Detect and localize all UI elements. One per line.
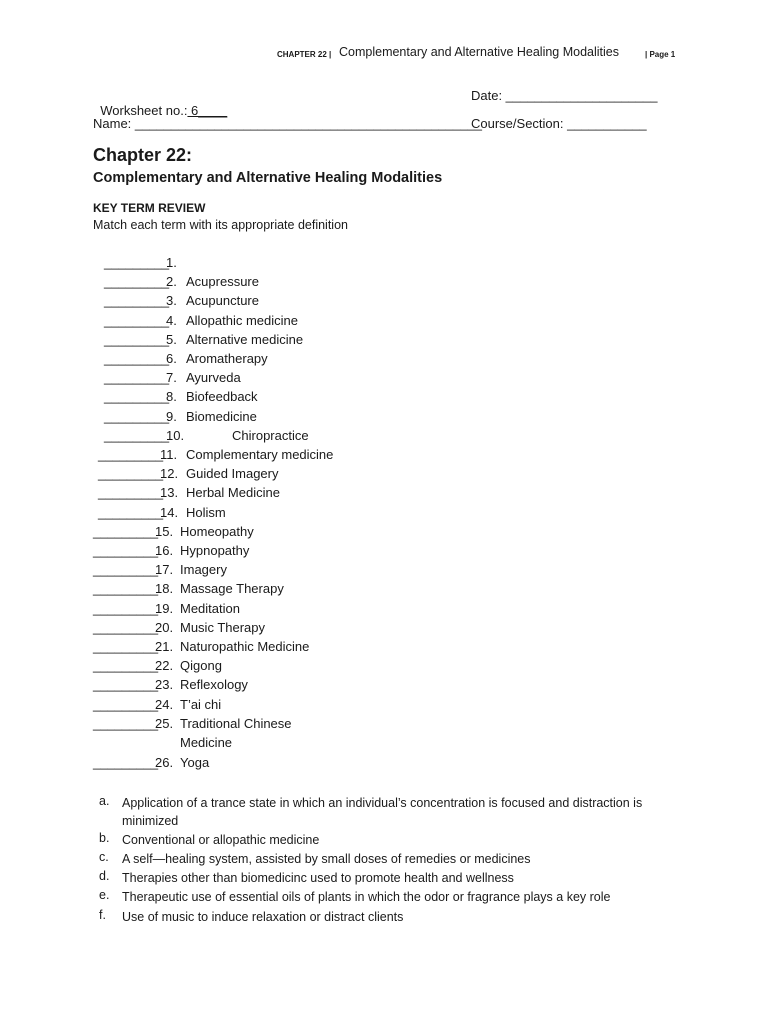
item-number: 16.	[155, 543, 174, 558]
list-item	[0, 466, 700, 484]
answer-blank[interactable]: _________	[93, 581, 159, 597]
item-term: Homeopathy	[180, 523, 254, 539]
answer-blank[interactable]: _________	[93, 696, 159, 712]
answer-blank[interactable]: _________	[93, 523, 159, 539]
item-term: Aromatherapy	[186, 351, 268, 366]
list-item	[0, 658, 700, 676]
worksheet-value[interactable]: 6____	[187, 103, 228, 118]
list-item	[0, 332, 700, 350]
answer-blank[interactable]: _________	[93, 600, 159, 616]
list-item	[0, 351, 700, 369]
item-term-continued: Medicine	[180, 734, 233, 750]
item-term: Yoga	[180, 755, 210, 770]
item-term: Traditional Chinese	[180, 715, 292, 731]
definition-text: Application of a trance state in which an individual’s concentration is focused and distraction is minimized	[122, 796, 643, 828]
worksheet-field	[93, 88, 227, 118]
definition-text: Therapies other than biomedicinc used to promote health and wellness	[122, 871, 514, 885]
item-term: Hypnopathy	[180, 543, 250, 558]
answer-blank[interactable]: _________	[104, 370, 170, 386]
list-item	[0, 562, 700, 580]
answer-blank[interactable]: _________	[98, 485, 164, 501]
definition-item	[93, 794, 693, 830]
item-number: 23.	[155, 677, 174, 693]
answer-blank[interactable]: _________	[104, 331, 170, 347]
answer-blank[interactable]: _________	[104, 427, 170, 443]
instructions: Match each term with its appropriate definition	[93, 218, 348, 232]
definition-item	[93, 888, 693, 906]
definition-letter: f.	[99, 908, 106, 922]
item-number: 3.	[166, 293, 177, 309]
item-term: Acupressure	[186, 274, 259, 290]
header-title: Complementary and Alternative Healing Modalities	[339, 45, 620, 59]
definition-letter: b.	[99, 831, 110, 845]
item-number: 9.	[166, 408, 177, 424]
item-number: 10.	[166, 427, 185, 443]
item-number: 4.	[166, 312, 177, 328]
item-number: 14.	[160, 504, 179, 520]
item-term: Holism	[186, 504, 226, 520]
answer-blank[interactable]: _________	[104, 255, 170, 270]
definition-letter: d.	[99, 869, 110, 883]
item-term: T’ai chi	[180, 696, 222, 712]
item-term: Music Therapy	[180, 619, 266, 635]
answer-blank[interactable]: _________	[93, 658, 159, 674]
item-number: 12.	[160, 466, 179, 482]
answer-blank[interactable]: _________	[104, 274, 170, 290]
item-number: 25.	[155, 715, 174, 731]
list-item	[0, 409, 700, 427]
list-item	[0, 620, 700, 638]
list-item	[0, 255, 700, 273]
chapter-subtitle: Complementary and Alternative Healing Modalities	[93, 170, 443, 186]
item-number: 2.	[166, 274, 177, 290]
answer-blank[interactable]: _________	[98, 466, 164, 482]
header-page-label: | Page 1	[645, 50, 676, 59]
header-chapter-label: CHAPTER 22 |	[277, 50, 332, 59]
item-term: Reflexology	[180, 677, 248, 693]
date-field[interactable]: Date: _____________________	[471, 88, 658, 103]
item-number: 17.	[155, 562, 174, 578]
answer-blank[interactable]: _________	[104, 293, 170, 309]
answer-blank[interactable]: _________	[104, 351, 170, 366]
item-number: 11.	[160, 447, 178, 462]
definition-text: Conventional or allopathic medicine	[122, 833, 320, 847]
list-item	[0, 428, 700, 446]
list-item	[0, 274, 700, 292]
list-item	[0, 389, 700, 407]
answer-blank[interactable]: _________	[93, 619, 159, 635]
item-term: Chiropractice	[232, 427, 309, 443]
item-number: 21.	[155, 639, 174, 654]
definition-item	[93, 831, 693, 849]
list-item	[0, 755, 700, 773]
answer-blank[interactable]: _________	[104, 389, 170, 405]
list-item	[0, 715, 700, 750]
answer-blank[interactable]: _________	[93, 543, 159, 558]
item-number: 13.	[160, 485, 179, 501]
item-number: 8.	[166, 389, 177, 405]
item-number: 20.	[155, 619, 174, 635]
item-term: Massage Therapy	[180, 581, 284, 597]
list-item	[0, 639, 700, 657]
definition-item	[93, 869, 693, 887]
list-item	[0, 505, 700, 523]
list-item	[0, 697, 700, 715]
item-number: 1.	[166, 255, 177, 270]
definition-letter: e.	[99, 888, 110, 902]
item-term: Biofeedback	[186, 389, 258, 405]
list-item	[0, 447, 700, 465]
item-term: Guided Imagery	[186, 466, 279, 482]
item-term: Allopathic medicine	[186, 312, 299, 328]
list-item	[0, 313, 700, 331]
item-number: 18.	[155, 581, 174, 597]
definition-item	[93, 908, 693, 926]
answer-blank[interactable]: _________	[93, 677, 159, 693]
item-term: Alternative medicine	[186, 331, 304, 347]
item-number: 7.	[166, 370, 177, 386]
item-term: Imagery	[180, 562, 227, 578]
item-number: 5.	[166, 331, 177, 347]
answer-blank[interactable]: _________	[104, 408, 170, 424]
item-term: Acupuncture	[186, 293, 259, 309]
item-term: Complementary medicine	[186, 447, 334, 462]
item-term: Qigong	[180, 658, 222, 674]
list-item	[0, 581, 700, 599]
worksheet-label: Worksheet no.:	[100, 103, 188, 118]
item-term: Naturopathic Medicine	[180, 639, 310, 654]
answer-blank[interactable]: _________	[93, 715, 159, 731]
list-item	[0, 485, 700, 503]
list-item	[0, 543, 700, 561]
list-item	[0, 524, 700, 542]
item-term: Herbal Medicine	[186, 485, 280, 501]
answer-blank[interactable]: _________	[98, 447, 164, 462]
definition-letter: c.	[99, 850, 109, 864]
name-field[interactable]: Name: ________________________________________________	[93, 116, 482, 131]
list-item	[0, 601, 700, 619]
list-item	[0, 677, 700, 695]
item-number: 6.	[166, 351, 177, 366]
answer-blank[interactable]: _________	[93, 562, 159, 578]
definition-text: A self—healing system, assisted by small doses of remedies or medicines	[122, 852, 531, 866]
item-term: Meditation	[180, 600, 240, 616]
answer-blank[interactable]: _________	[98, 504, 164, 520]
item-number: 19.	[155, 600, 174, 616]
answer-blank[interactable]: _________	[104, 312, 170, 328]
item-number: 22.	[155, 658, 174, 674]
definition-letter: a.	[99, 794, 110, 808]
list-item	[0, 370, 700, 388]
chapter-heading: Chapter 22:	[93, 145, 193, 165]
section-title: KEY TERM REVIEW	[93, 201, 206, 215]
course-section-field[interactable]: Course/Section: ___________	[471, 116, 647, 131]
item-term: Ayurveda	[186, 370, 241, 386]
definition-text: Therapeutic use of essential oils of plants in which the odor or fragrance plays a key role	[122, 890, 611, 904]
item-number: 15.	[155, 523, 174, 539]
definition-text: Use of music to induce relaxation or distract clients	[122, 910, 404, 924]
item-number: 26.	[155, 755, 174, 770]
answer-blank[interactable]: _________	[93, 639, 159, 654]
answer-blank[interactable]: _________	[93, 755, 159, 770]
list-item	[0, 293, 700, 311]
item-term: Biomedicine	[186, 408, 257, 424]
definition-item	[93, 850, 693, 868]
item-number: 24.	[155, 696, 174, 712]
